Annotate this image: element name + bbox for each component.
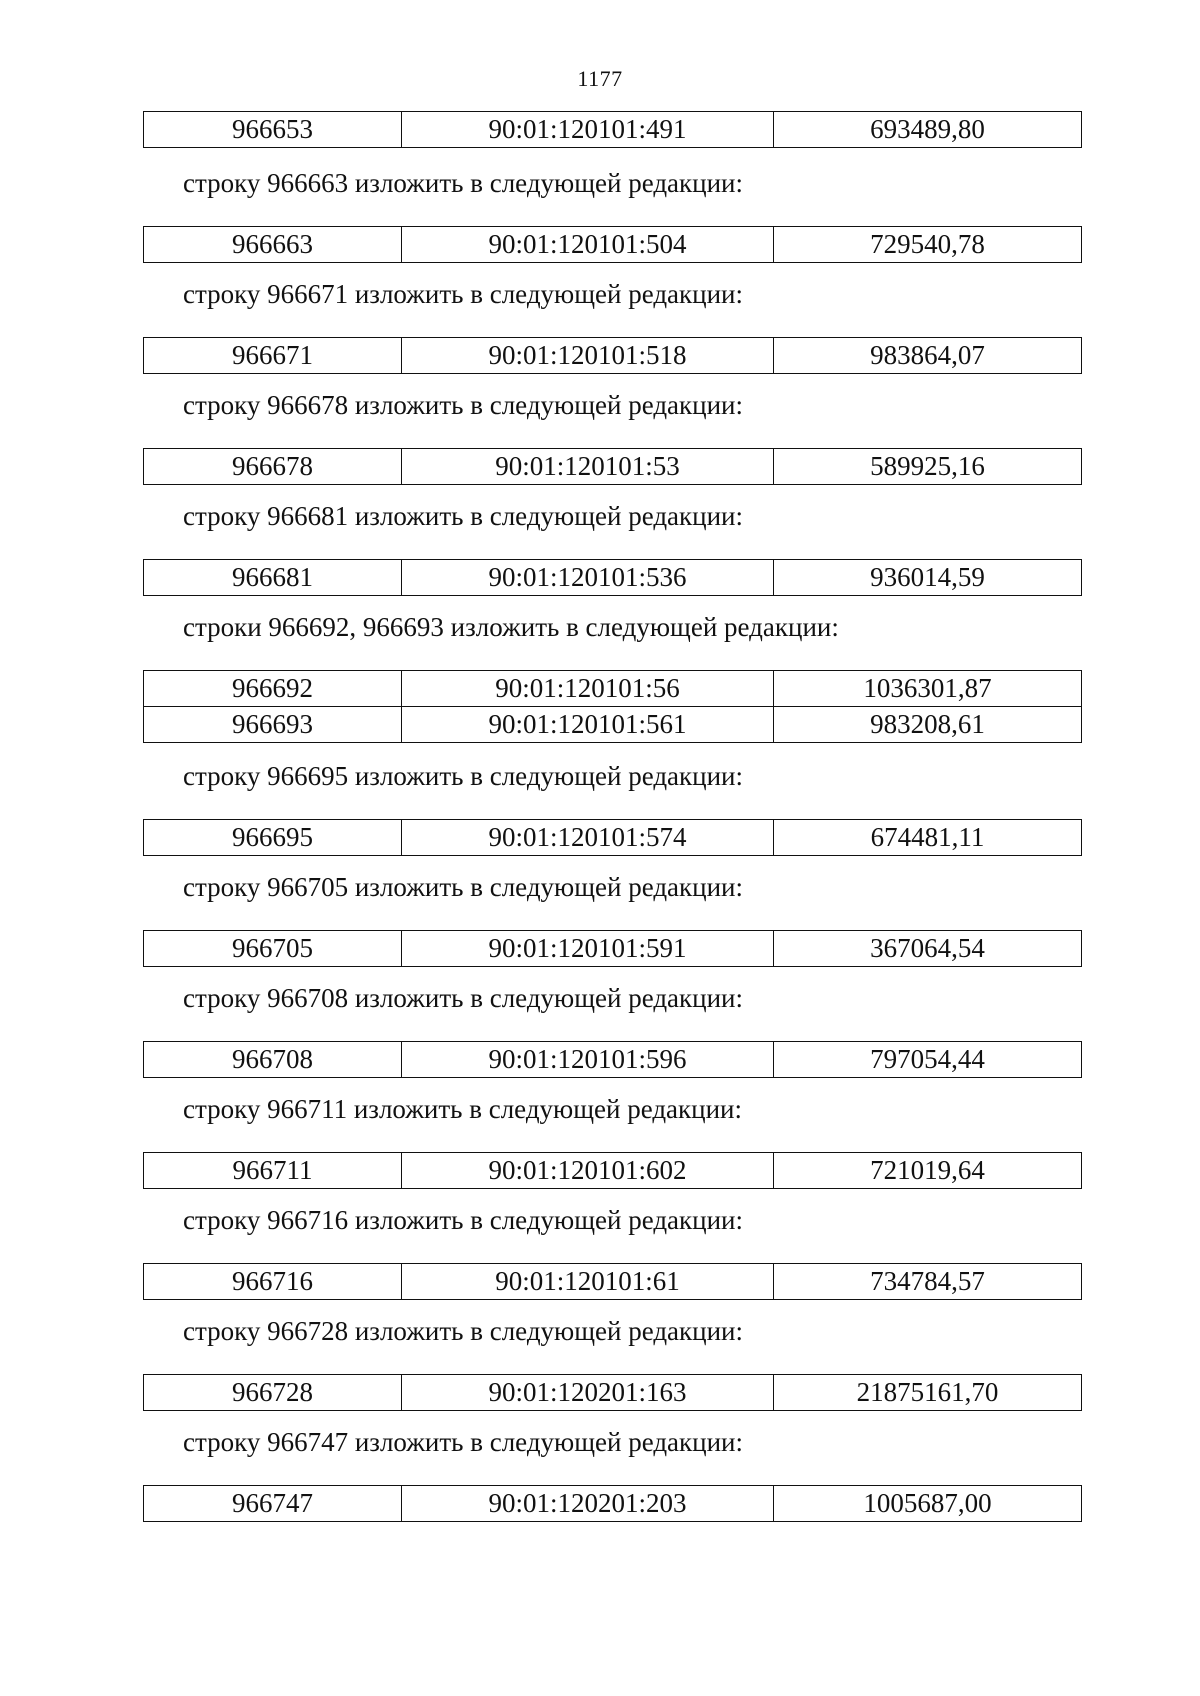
amendment-instruction: строку 966663 изложить в следующей редакции: [183,168,744,198]
amendment-table [143,559,1082,596]
row-number-cell: 966671 [144,338,402,374]
table-row [144,1375,1082,1411]
table-row [144,338,1082,374]
table-row [144,671,1082,707]
amendment-block [143,111,1081,149]
cadastral-value-cell: 983864,07 [774,338,1082,374]
amendment-table [143,111,1082,148]
amendment-block [143,385,1081,496]
cadastral-value-cell: 983208,61 [774,707,1082,743]
table-row [144,931,1082,967]
amendment-table [143,1152,1082,1189]
cadastral-number-cell: 90:01:120101:61 [402,1264,774,1300]
table-row [144,560,1082,596]
cadastral-number-cell: 90:01:120101:504 [402,227,774,263]
amendment-table [143,1374,1082,1411]
cadastral-number-cell: 90:01:120101:574 [402,820,774,856]
table-row [144,1486,1082,1522]
page-number: 1177 [577,66,623,91]
amendment-block [143,496,1081,607]
cadastral-number-cell: 90:01:120101:591 [402,931,774,967]
amendment-instruction: строку 966747 изложить в следующей редакции: [183,1427,744,1457]
row-number-cell: 966663 [144,227,402,263]
amendment-instruction: строку 966708 изложить в следующей редакции: [183,983,744,1013]
cadastral-number-cell: 90:01:120201:203 [402,1486,774,1522]
row-number-cell: 966705 [144,931,402,967]
cadastral-number-cell: 90:01:120101:602 [402,1153,774,1189]
row-number-cell: 966711 [144,1153,402,1189]
amendment-table [143,448,1082,485]
amendment-instruction: строки 966692, 966693 изложить в следующей редакции: [183,612,839,642]
row-number-cell: 966708 [144,1042,402,1078]
cadastral-number-cell: 90:01:120101:518 [402,338,774,374]
cadastral-number-cell: 90:01:120101:491 [402,112,774,148]
table-row [144,112,1082,148]
row-number-cell: 966678 [144,449,402,485]
table-row [144,1264,1082,1300]
amendment-table [143,1041,1082,1078]
amendment-instruction: строку 966681 изложить в следующей редакции: [183,501,744,531]
cadastral-value-cell: 1005687,00 [774,1486,1082,1522]
cadastral-number-cell: 90:01:120101:536 [402,560,774,596]
row-number-cell: 966681 [144,560,402,596]
cadastral-number-cell: 90:01:120101:596 [402,1042,774,1078]
amendment-block [143,1089,1081,1200]
cadastral-value-cell: 734784,57 [774,1264,1082,1300]
row-number-cell: 966716 [144,1264,402,1300]
row-number-cell: 966692 [144,671,402,707]
amendment-instruction: строку 966728 изложить в следующей редакции: [183,1316,744,1346]
amendment-table [143,1263,1082,1300]
amendment-block [143,867,1081,978]
row-number-cell: 966728 [144,1375,402,1411]
amendment-table [143,819,1082,856]
row-number-cell: 966693 [144,707,402,743]
amendment-block [143,163,1081,274]
cadastral-value-cell: 367064,54 [774,931,1082,967]
document-body [143,111,1081,1533]
cadastral-value-cell: 729540,78 [774,227,1082,263]
amendment-instruction: строку 966711 изложить в следующей редакции: [183,1094,743,1124]
cadastral-value-cell: 797054,44 [774,1042,1082,1078]
cadastral-value-cell: 674481,11 [774,820,1082,856]
cadastral-value-cell: 1036301,87 [774,671,1082,707]
amendment-instruction: строку 966716 изложить в следующей редакции: [183,1205,744,1235]
cadastral-number-cell: 90:01:120101:56 [402,671,774,707]
cadastral-number-cell: 90:01:120101:561 [402,707,774,743]
cadastral-value-cell: 693489,80 [774,112,1082,148]
amendment-table [143,1485,1082,1522]
amendment-block [143,1200,1081,1311]
amendment-table [143,930,1082,967]
amendment-block [143,1311,1081,1422]
amendment-block [143,756,1081,867]
amendment-instruction: строку 966705 изложить в следующей редакции: [183,872,744,902]
amendment-block [143,1422,1081,1533]
row-number-cell: 966747 [144,1486,402,1522]
amendment-block [143,607,1081,756]
amendment-instruction: строку 966695 изложить в следующей редакции: [183,761,744,791]
amendment-block [143,274,1081,385]
cadastral-value-cell: 936014,59 [774,560,1082,596]
amendment-table [143,337,1082,374]
cadastral-value-cell: 721019,64 [774,1153,1082,1189]
cadastral-number-cell: 90:01:120101:53 [402,449,774,485]
table-row [144,707,1082,743]
cadastral-value-cell: 21875161,70 [774,1375,1082,1411]
amendment-table [143,226,1082,263]
table-row [144,1153,1082,1189]
table-row [144,820,1082,856]
amendment-table [143,670,1082,743]
cadastral-number-cell: 90:01:120201:163 [402,1375,774,1411]
table-row [144,1042,1082,1078]
row-number-cell: 966695 [144,820,402,856]
table-row [144,449,1082,485]
amendment-instruction: строку 966678 изложить в следующей редакции: [183,390,744,420]
amendment-block [143,978,1081,1089]
table-row [144,227,1082,263]
cadastral-value-cell: 589925,16 [774,449,1082,485]
row-number-cell: 966653 [144,112,402,148]
amendment-instruction: строку 966671 изложить в следующей редакции: [183,279,744,309]
